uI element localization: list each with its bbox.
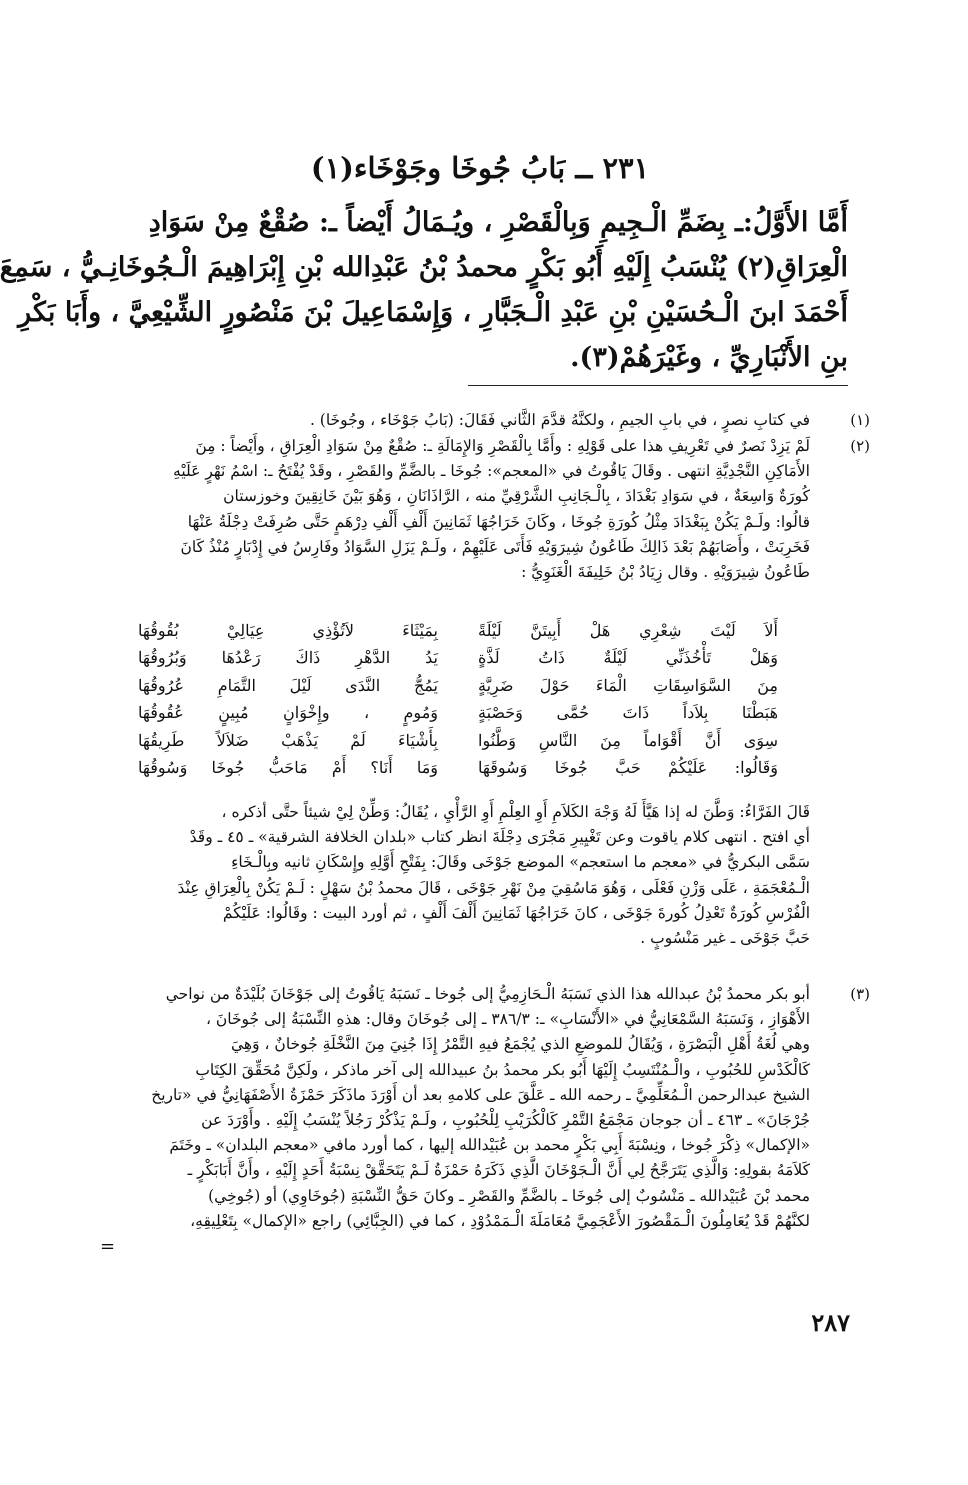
footnote-line: طَاعُونُ شِيرَوَيْهِ . وقال زِيَادُ بْنُ خَلِيفَةَ الْغَنَوِيُّ :	[521, 563, 810, 582]
poem-hemistich: يَمُجُّ النَّدَى لَيْلَ التَّمَامِ عُرُوقُهَا	[138, 675, 438, 695]
footnote-line: كَلاَمَهُ بقولِهِ: وَالَّذِي يَتَرَجَّحُ لِي أَنَّ الْـجَوْخَانَ الَّذِي ذَكَرَهُ حَمْزَةُ لَـمْ يَتَحَقَّقْ نِسْبَةُ أَحَدٍ إِلَيْهِ ، وأَنَّ أَبَابَكْرٍ ـ	[187, 1161, 810, 1180]
footnote-line: حَبَّ جَوْخَى ـ غير مَنْسُوبٍ .	[640, 929, 810, 948]
main-text-line: بنِ الأَنْبَارِيِّ ، وغَيْرَهُمْ(٣).	[570, 342, 848, 373]
footnote-line: لكنَّهُمْ قَدْ يُعَامِلُونَ الْـمَقْصُورَ الأَعْجَمِيَّ مُعَامَلَةَ الْـمَمْدُوْدِ ، كما في (الجِبَّائِي) راجع «الإكمال» بِتَعْلِيقِهِ،	[190, 1211, 810, 1230]
poem-hemistich: هَبَطْنَا بِلاَداً ذَاتَ حُمَّى وَحَصْبَةٍ	[478, 703, 778, 723]
footnote-line: لَمْ يَزِدْ نَصرٌ في تَعْرِيفِ هذا على قَوْلِهِ : وأَمَّا بِالْقَصْرِ وَالإِمَالَةِ ـ: صُقْعٌ مِنْ سَوَادِ الْعِرَاقِ ، وأَيْضاً : مِنَ	[195, 437, 810, 455]
footnote-body	[134, 434, 810, 585]
footnote-number: (٣)	[850, 985, 870, 1003]
footnote-line: الأَمَاكِنِ النَّجْدِيَّةِ انتهى . وقَالَ يَاقُوتُ في «المعجم»: جُوخَا ـ بالضَّمِّ والقَصْرِ ، وقَدْ يُفْتَحُ ـ: اسْمُ نَهْرٍ عَلَيْهِ	[173, 462, 810, 481]
footnote-body	[134, 408, 810, 433]
footnote-line: فَخَرِبَتْ ، وأَصَابَهُمْ بَعْدَ ذَالِكَ طَاعُونُ شِيرَوَيْهِ فَأَتَى عَلَيْهِمْ ، ولَـمْ يَزَلِ السَّوَادُ وفَارِسُ في إِدْبَارٍ مُنْذُ كَانَ	[180, 537, 810, 556]
poem-hemistich: وَمُومٍ ، وإِخْوَانٍ مُبِينٍ عُقُوقُهَا	[138, 703, 438, 723]
poem-hemistich: بِأَشْيَاءَ لَمْ يَذْهَبْ ضَلاَلاً طَرِيقُهَا	[138, 730, 438, 750]
footnote-line: أبو بكر محمدُ بْنُ عبدالله هذا الذي نَسَبَهُ الْـحَازِمِيُّ إلى جُوخا ـ نَسَبَهُ يَاقُوتُ إلى جَوْخَانَ بُلَيْدَةٌ من نواحي	[165, 985, 810, 1003]
footnote-2-continued	[120, 800, 870, 960]
footnote-3	[120, 982, 870, 1242]
footnote-line: أي افتح . انتهى كلام ياقوت وعن تَغْيِيرِ مَجْرَى دِجْلَةَ انظر كتاب «بلدان الخلافة الشرقية» ـ ٤٥ ـ وقَدْ	[189, 828, 810, 847]
footnote-1	[120, 408, 870, 436]
main-text-line: الْعِرَاقِ(٢) يُنْسَبُ إِلَيْهِ أَبُو بَكْرٍ محمدُ بْنُ عَبْدِالله بْنِ إِبْرَاهِيمَ الْـجُوخَانِـيُّ ، سَمِعَ	[0, 252, 848, 283]
poem-hemistich: سِوَى أَنَّ أَقْوَاماً مِنَ النَّاسِ وَطَّنُوا	[478, 730, 778, 750]
footnote-line: «الإكمال» ذِكْرَ جُوخا ، ونِسْبَةَ أَبِي بَكْرٍ محمد بن عُبَيْدالله إليها ، كما أورد مافي «معجم البلدان» ـ وخَتَمَ	[169, 1136, 810, 1155]
page-number: ٢٨٧	[811, 1308, 850, 1337]
poem-first-hemistichs	[478, 617, 778, 781]
main-text	[0, 200, 848, 380]
poem-hemistich: مِنَ السَّوَاسِقَاتِ الْمَاءَ حَوْلَ ضَرِيَّةٍ	[478, 675, 778, 695]
footnote-number: (١)	[850, 411, 870, 429]
footnote-line: الشيخ عبدالرحمن الْـمُعَلِّمِيَّ ـ رحمه الله ـ عَلَّقَ على كلامهِ بعد أن أَوْرَدَ ماذَكَرَ حَمْزَةُ الأَصْفَهَانِيُّ في «تاريخ	[151, 1085, 810, 1104]
footnote-line: محمد بْنَ عُبَيْدالله ـ مَنْسُوبٌ إلى جُوخَا ـ بالضَّمِّ والقَصْرِ ـ وكانَ حَقُّ النِّسْبَةِ (جُوخَاوِي) أو (جُوخِي)	[208, 1186, 810, 1205]
footnote-2	[120, 434, 870, 594]
chapter-title: ٢٣١ ــ بَابُ جُوخَا وجَوْخَاء(١)	[310, 151, 650, 185]
continuation-mark: =	[100, 1236, 116, 1257]
footnote-line: وهي لُغَةُ أَهْلِ الْبَصْرَةِ ، وَيُقَالُ للموضعِ الذي يُجْمَعُ فيهِ التَّمْرُ إِذَا جُنِيَ مِنَ النَّخْلَةِ جُوخانٌ ، وَهِيَ	[231, 1035, 810, 1054]
poem-second-hemistichs	[138, 617, 438, 781]
footnote-line: جُرْجَانَ» ـ ٤٦٣ ـ أن جوجان مَجْمَعُ التَّمْرِ كَالْكُرَيْبِ لِلْحُبُوبِ ، ولَـمْ يَذْكُرْ رَجُلاً يُنْسَبُ إِلَيْهِ . وأَوْرَدَ عن	[201, 1111, 810, 1130]
footnote-line: كُورَةٌ وَاسِعَةٌ ، في سَوَادِ بَغْدَادَ ، بِالْـجَانِبِ الشَّرْقِيِّ منه ، الرَّاذَانَانِ ، وَهُوَ بَيْنَ خَانِقِينَ وخوزستان	[223, 487, 810, 506]
poem-hemistich: وَمَا أَنَا؟ أَمْ مَاحَبُّ جُوخَا وَسُوقُهَا	[138, 758, 438, 778]
footnote-line: كَالْكَدْسِ للحُبُوبِ ، والْـمُنْتَسِبُ إِلَيْهَا أَبُو بكر محمدُ بنُ عبيدالله إلى آخر ماذكر ، ولَكِنَّ مُحَقِّقَ الكِتَابِ	[195, 1060, 810, 1079]
poem-hemistich: أَلاَ لَيْتَ شِعْرِي هَلْ أَبِيتَنَّ لَيْلَةً	[478, 621, 778, 640]
footnote-line: سَمَّى البكريُّ في «معجم ما استعجم» الموضع جَوْخَى وقَالَ: بِفَتْحِ أَوَّلِهِ وإِسْكَانِ ثانيه وبِالْـخَاءِ	[231, 853, 810, 872]
main-text-line: أَمَّا الأَوَّلُ:ـ بِضَمِّ الْـجِيمِ وَبِالْقَصْرِ ، ويُـمَالُ أَيْضاً ـ: صُقْعٌ مِنْ سَوَادِ	[148, 207, 848, 238]
poem-hemistich: وَقَالُوا: عَلَيْكُمْ حَبَّ جُوخَا وَسُوقَهَا	[478, 758, 778, 778]
footnote-body	[134, 800, 810, 951]
footnote-line: الْفُرْسِ كُورَةٌ تَعْدِلُ كُورةَ جَوْخَى ، كانَ خَرَاجُهَا ثَمَانِينَ أَلْفَ أَلْفٍ ، ثم أورد البيت : وقَالُوا: عَلَيْكُمْ	[222, 903, 810, 922]
poem-hemistich: بِمَيْثَاءَ لاَتُؤْذِي عِيَالِيْ بُقُوقُهَا	[138, 621, 438, 640]
footnote-separator	[468, 385, 848, 386]
poem-hemistich: وَهَلْ تَأْخُذَنِّي لَيْلَةٌ ذَاتُ لَذَّةٍ	[478, 648, 778, 668]
poem	[138, 617, 778, 787]
footnote-body	[134, 982, 810, 1234]
footnote-line: قالُوا: ولَـمْ يَكُنْ بِبَغْدَادَ مِثْلُ كُورَةِ جُوخَا ، وكَانَ خَرَاجُهَا ثَمَانِينَ أَلْفِ أَلْفِ دِرْهَمٍ حَتَّى صُرِفَتْ دِجْلَةُ عَنْهَا	[187, 512, 810, 531]
footnote-line: قَالَ الفَرَّاءُ: وَطَّنَ له إذا هَيَّأَ لَهُ وَجْهَ الكَلاَمِ أَوِ العِلْمِ أَوِ الرَّأْيِ ، يُقَالُ: وَطِّنْ لِيْ شيئاً حتَّى أذكره ،	[221, 803, 810, 821]
footnote-line: في كتابِ نصرٍ ، في بابِ الجيمِ ، ولكنَّهُ قدَّمَ الثَّاني فَقَالَ: (بَابُ جَوْخَاء ، وجُوخَا) .	[309, 411, 810, 429]
footnote-line: الأَهْوَازِ ، وَنَسَبَهُ السَّمْعَانِيُّ في «الأَنْسَابِ» ـ: ٣٨٦/٣ ـ إلى جُوخَانَ وقال: هذهِ النِّسْبَةُ إلى جُوخَانَ ،	[205, 1010, 810, 1029]
main-text-line: أَحْمَدَ ابنَ الْـحُسَيْنِ بْنِ عَبْدِ الْـجَبَّارِ ، وَإِسْمَاعِيلَ بْنَ مَنْصُورٍ الشِّيْعِيَّ ، وأَبَا بَكْرِ	[18, 297, 848, 328]
poem-hemistich: يَدُ الدَّهْرِ ذَاكَ رَعْدُهَا وَبُرُوقُهَا	[138, 648, 438, 668]
footnote-line: الْـمُعْجَمَةِ ، عَلَى وَزْنِ فَعْلَى ، وَهُوَ مَاسُقِيَ مِنْ نَهْرِ جَوْخَى ، قَالَ محمدُ بْنُ سَهْلٍ : لَـمْ يَكُنْ بِالْعِرَاقِ عِنْدَ	[177, 878, 810, 897]
footnote-number: (٢)	[850, 437, 870, 455]
